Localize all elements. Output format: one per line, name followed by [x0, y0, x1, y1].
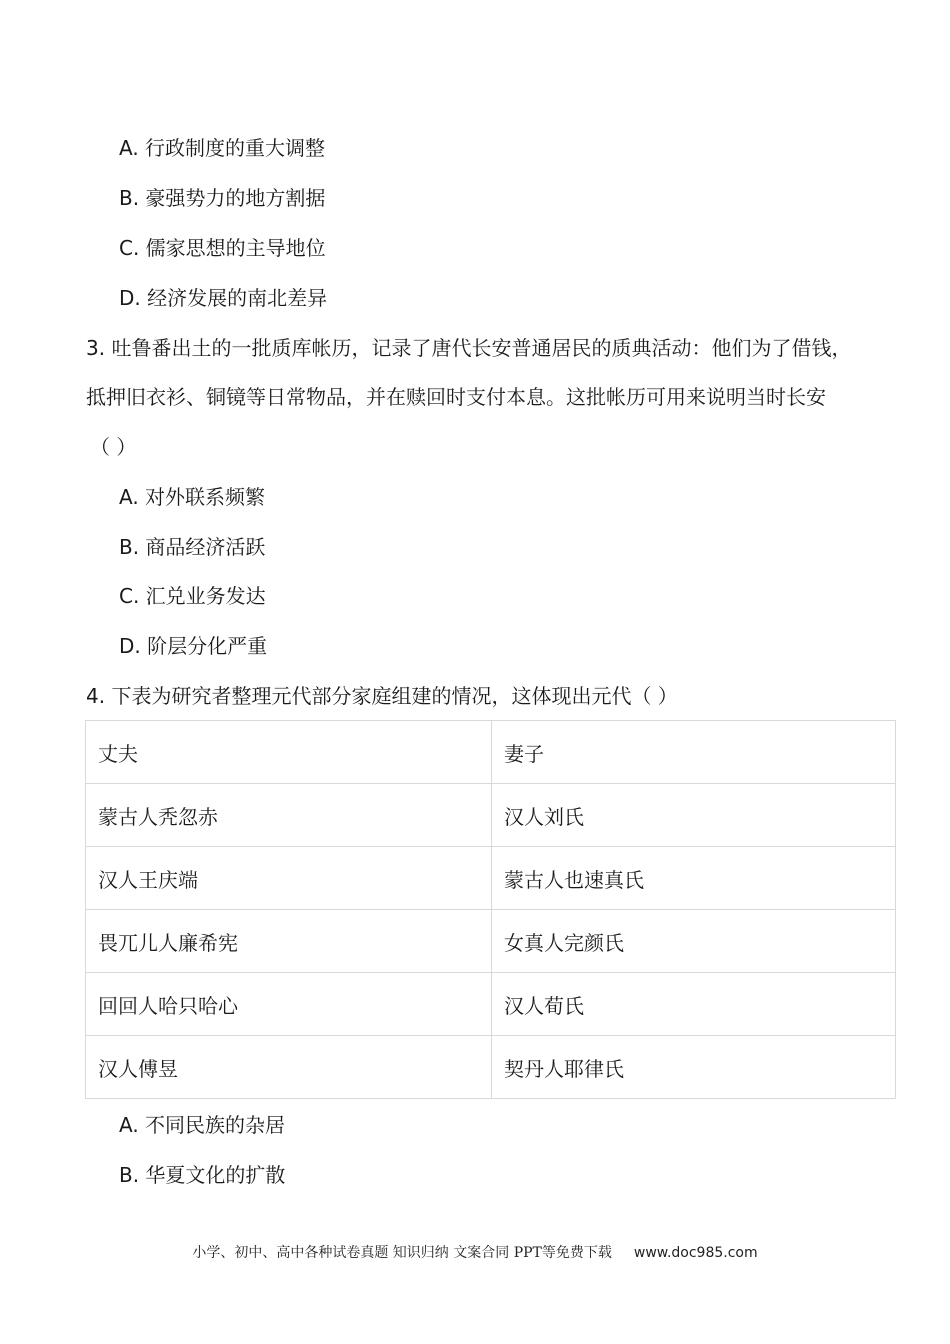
q2-option-a: A. 行政制度的重大调整 [119, 136, 326, 160]
table-row [86, 973, 896, 1036]
q4-option-b: B. 华夏文化的扩散 [119, 1163, 286, 1187]
table-cell: 蒙古人秃忽赤 [86, 784, 492, 847]
table-cell: 汉人王庆端 [86, 847, 492, 910]
q4-stem: 4. 下表为研究者整理元代部分家庭组建的情况，这体现出元代（ ） [86, 684, 678, 708]
table-header-row [86, 721, 896, 784]
table-row [86, 1036, 896, 1099]
footer-text: 小学、初中、高中各种试卷真题 知识归纳 文案合同 PPT等免费下载 [192, 1245, 612, 1261]
q3-stem-blank: （ ） [90, 435, 137, 459]
table-row [86, 910, 896, 973]
marriage-table [85, 720, 896, 1099]
table-cell: 回回人哈只哈心 [86, 973, 492, 1036]
table-cell: 女真人完颜氏 [492, 910, 896, 973]
q2-option-d: D. 经济发展的南北差异 [119, 286, 328, 310]
table-row [86, 847, 896, 910]
table-cell: 汉人荀氏 [492, 973, 896, 1036]
q4-option-a: A. 不同民族的杂居 [119, 1113, 286, 1137]
table-header-husband: 丈夫 [86, 721, 492, 784]
q3-stem-line-2: 抵押旧衣衫、铜镜等日常物品，并在赎回时支付本息。这批帐历可用来说明当时长安 [86, 385, 826, 409]
q3-option-d: D. 阶层分化严重 [119, 634, 268, 658]
q3-option-b: B. 商品经济活跃 [119, 535, 266, 559]
table-cell: 契丹人耶律氏 [492, 1036, 896, 1099]
q2-option-b: B. 豪强势力的地方割据 [119, 186, 326, 210]
q3-option-c: C. 汇兑业务发达 [119, 584, 266, 608]
q2-option-c: C. 儒家思想的主导地位 [119, 236, 326, 260]
table-row [86, 784, 896, 847]
footer-url[interactable]: www.doc985.com [633, 1245, 758, 1261]
table-header-wife: 妻子 [492, 721, 896, 784]
table-cell: 畏兀儿人廉希宪 [86, 910, 492, 973]
q3-option-a: A. 对外联系频繁 [119, 485, 266, 509]
page-footer [0, 1242, 950, 1262]
table-cell: 蒙古人也速真氏 [492, 847, 896, 910]
q3-stem-line-1: 3. 吐鲁番出土的一批质库帐历，记录了唐代长安普通居民的质典活动：他们为了借钱， [86, 336, 852, 360]
table-cell: 汉人刘氏 [492, 784, 896, 847]
table-cell: 汉人傅昱 [86, 1036, 492, 1099]
